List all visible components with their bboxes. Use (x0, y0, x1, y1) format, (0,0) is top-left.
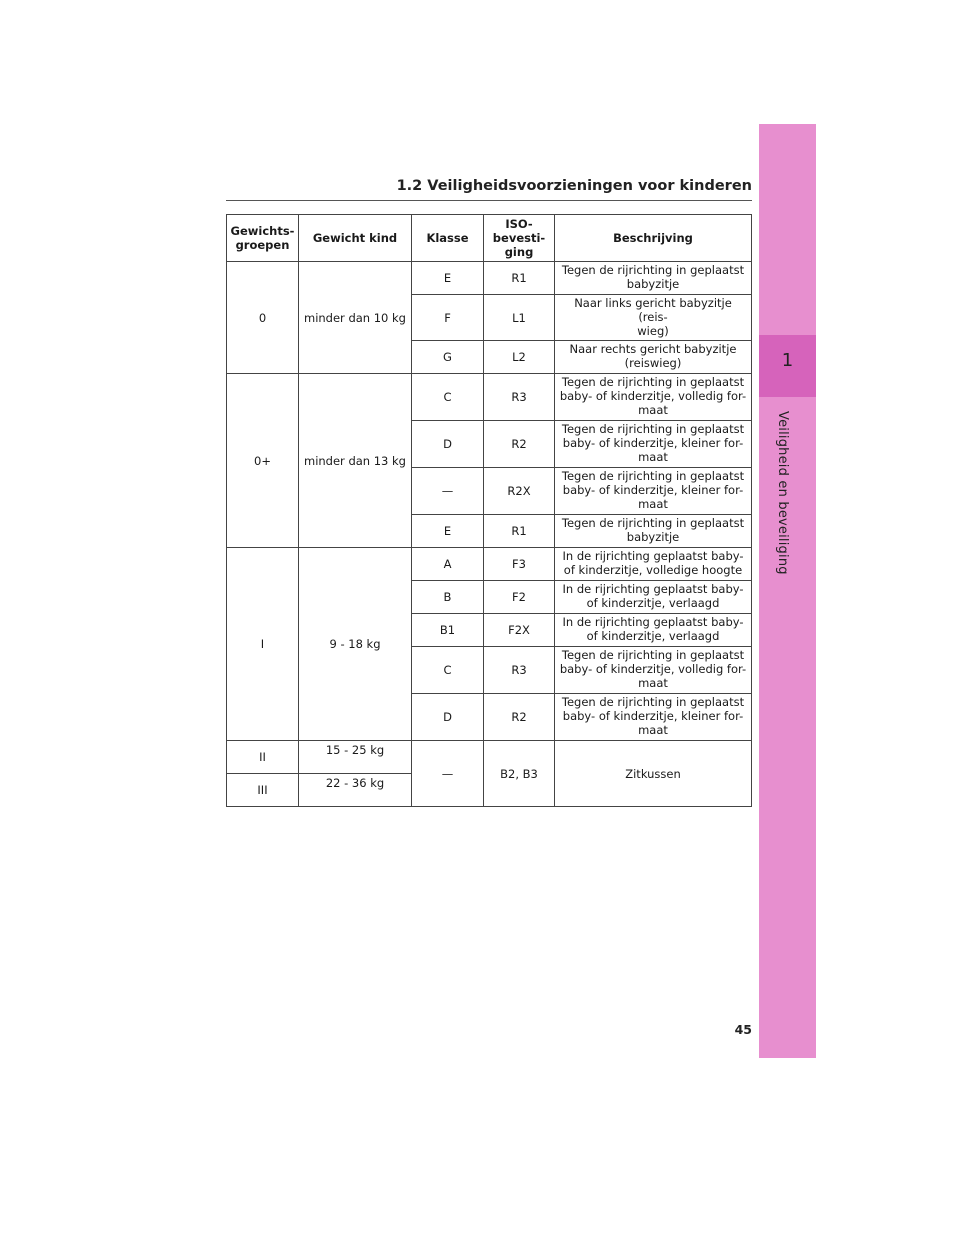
description-cell: Tegen de rijrichting in geplaatst baby- of kinderzitje, kleiner for- maat (555, 421, 752, 468)
isofix-size-class-table (226, 214, 752, 807)
klasse-cell: F (412, 295, 484, 341)
weight-cell: minder dan 10 kg (299, 262, 412, 374)
description-cell: Naar links gericht babyzitje (reis- wieg) (555, 295, 752, 341)
iso-cell: R2 (484, 694, 555, 741)
description-cell: In de rijrichting geplaatst baby- of kinderzitje, verlaagd (555, 581, 752, 614)
iso-cell: F2 (484, 581, 555, 614)
iso-cell: L2 (484, 341, 555, 374)
table-header-row (227, 215, 752, 262)
group-cell: III (227, 774, 299, 807)
header-rule (226, 200, 752, 201)
table-row (227, 262, 752, 295)
weight-cell: minder dan 13 kg (299, 374, 412, 548)
chapter-title: Veiligheid en beveiliging (775, 411, 790, 575)
iso-cell: L1 (484, 295, 555, 341)
description-cell: Tegen de rijrichting in geplaatst baby- of kinderzitje, volledig for- maat (555, 374, 752, 421)
table-row (227, 548, 752, 581)
klasse-cell: B1 (412, 614, 484, 647)
klasse-cell: D (412, 694, 484, 741)
description-cell: Naar rechts gericht babyzitje (reiswieg) (555, 341, 752, 374)
header-iso-bevestiging: ISO- bevesti- ging (484, 215, 555, 262)
description-cell: Tegen de rijrichting in geplaatst babyzitje (555, 262, 752, 295)
klasse-cell: C (412, 374, 484, 421)
iso-cell: F2X (484, 614, 555, 647)
page-header-title: 1.2 Veiligheidsvoorzieningen voor kinderen (396, 178, 752, 194)
header-klasse: Klasse (412, 215, 484, 262)
group-cell: I (227, 548, 299, 741)
description-cell: Tegen de rijrichting in geplaatst baby- of kinderzitje, kleiner for- maat (555, 694, 752, 741)
description-cell: Tegen de rijrichting in geplaatst baby- of kinderzitje, volledig for- maat (555, 647, 752, 694)
group-cell: 0 (227, 262, 299, 374)
description-cell: Tegen de rijrichting in geplaatst baby- of kinderzitje, kleiner for- maat (555, 468, 752, 515)
weight-cell: 15 - 25 kg (299, 741, 412, 774)
header-gewichtsgroepen: Gewichts- groepen (227, 215, 299, 262)
klasse-cell: E (412, 262, 484, 295)
iso-cell: B2, B3 (484, 741, 555, 807)
iso-cell: F3 (484, 548, 555, 581)
table-row (227, 741, 752, 774)
header-gewicht-kind: Gewicht kind (299, 215, 412, 262)
klasse-cell: C (412, 647, 484, 694)
group-cell: II (227, 741, 299, 774)
klasse-cell: — (412, 741, 484, 807)
iso-cell: R1 (484, 262, 555, 295)
iso-cell: R3 (484, 374, 555, 421)
klasse-cell: D (412, 421, 484, 468)
group-cell: 0+ (227, 374, 299, 548)
weight-cell: 9 - 18 kg (299, 548, 412, 741)
description-cell: In de rijrichting geplaatst baby- of kinderzitje, volledige hoogte (555, 548, 752, 581)
chapter-number: 1 (781, 350, 794, 371)
klasse-cell: B (412, 581, 484, 614)
iso-cell: R2 (484, 421, 555, 468)
iso-cell: R3 (484, 647, 555, 694)
description-cell: Zitkussen (555, 741, 752, 807)
klasse-cell: — (412, 468, 484, 515)
description-cell: In de rijrichting geplaatst baby- of kinderzitje, verlaagd (555, 614, 752, 647)
iso-cell: R2X (484, 468, 555, 515)
table-row (227, 374, 752, 421)
header-beschrijving: Beschrijving (555, 215, 752, 262)
klasse-cell: G (412, 341, 484, 374)
description-cell: Tegen de rijrichting in geplaatst babyzitje (555, 515, 752, 548)
iso-cell: R1 (484, 515, 555, 548)
weight-cell: 22 - 36 kg (299, 774, 412, 807)
klasse-cell: A (412, 548, 484, 581)
chapter-side-tab (759, 124, 816, 1058)
page-number: 45 (734, 1022, 752, 1037)
klasse-cell: E (412, 515, 484, 548)
